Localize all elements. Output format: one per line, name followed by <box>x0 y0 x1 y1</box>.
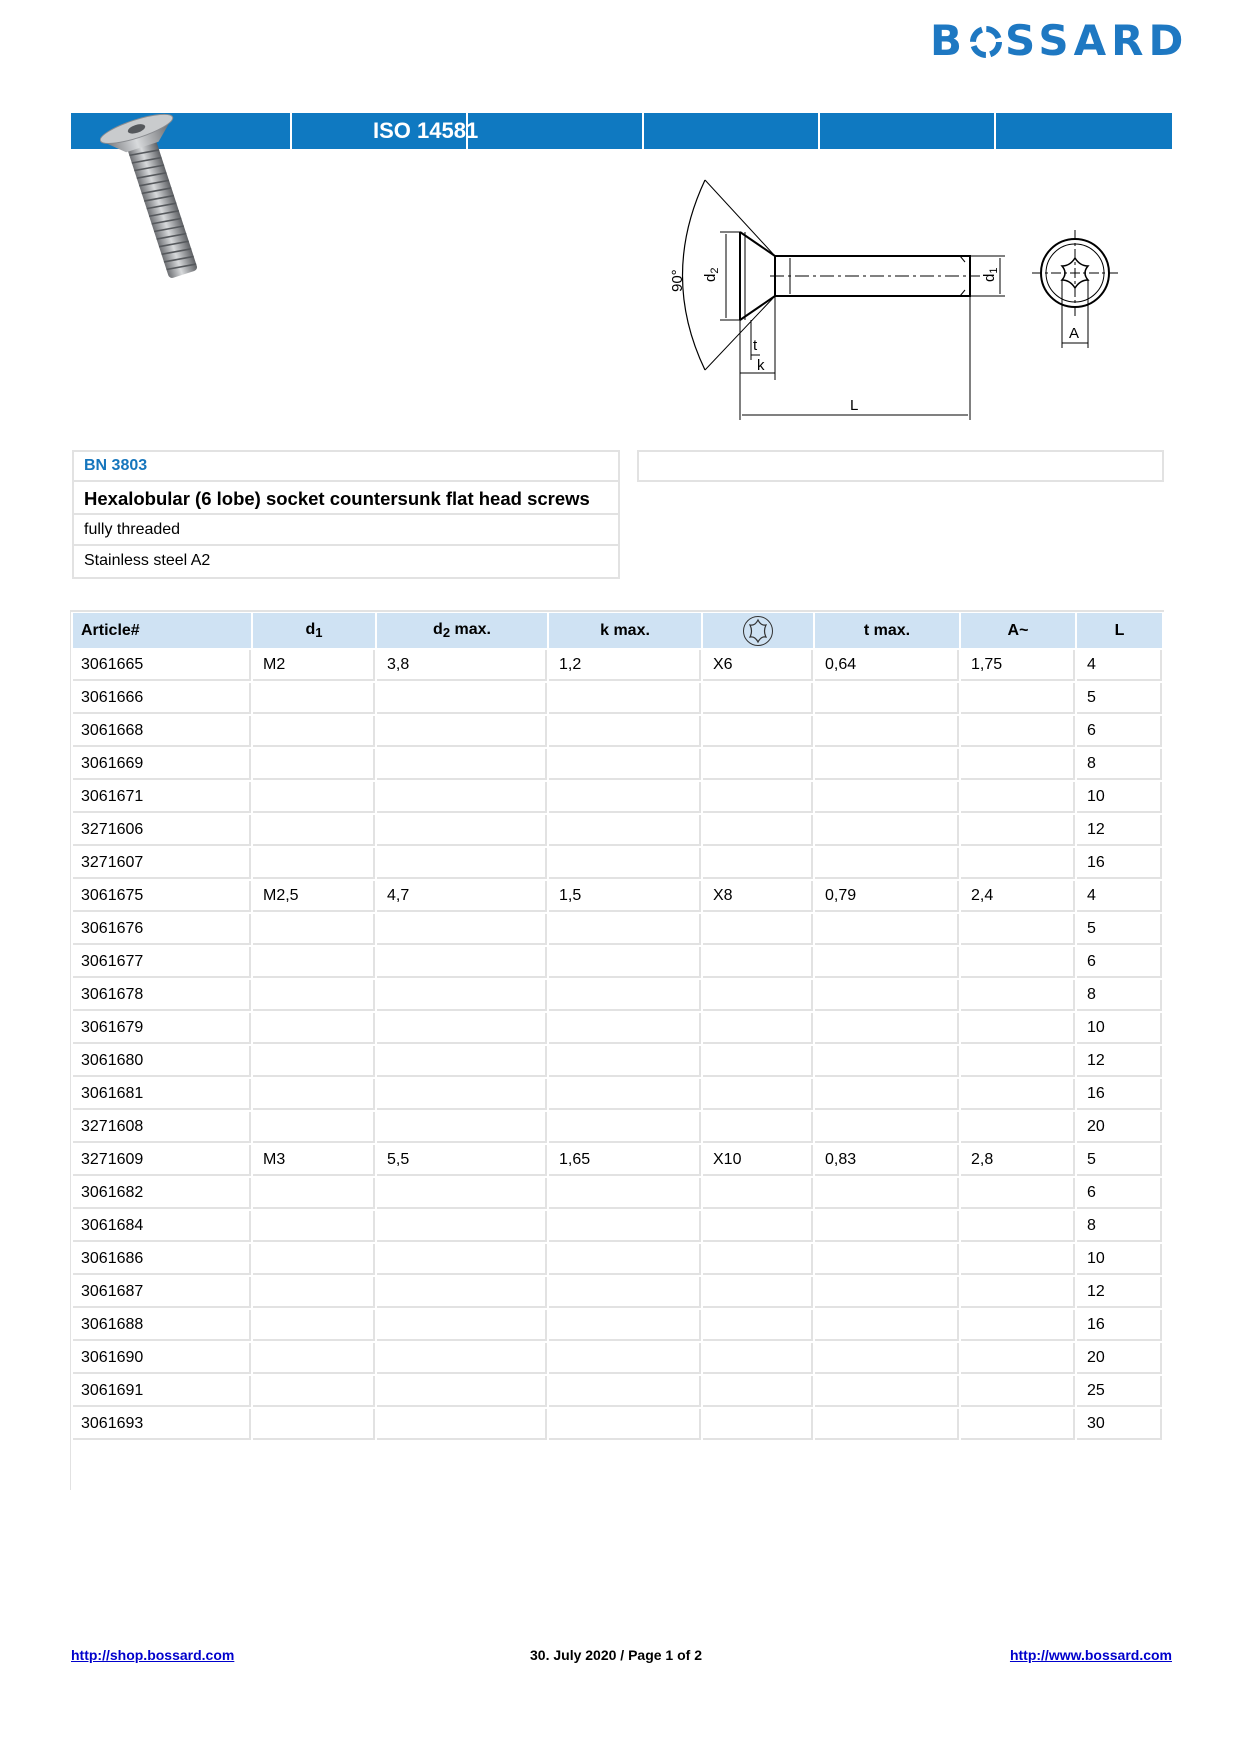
cell-article: 3061686 <box>73 1244 251 1275</box>
cell-drive <box>703 749 813 780</box>
table-row <box>73 914 1162 945</box>
cell-d1 <box>253 1079 375 1110</box>
cell-t <box>815 716 959 747</box>
cell-article: 3061675 <box>73 881 251 912</box>
cell-a <box>961 947 1075 978</box>
col-t: t max. <box>815 613 959 648</box>
cell-a <box>961 848 1075 879</box>
cell-k <box>549 848 701 879</box>
screw-photo <box>100 108 220 288</box>
article-table-wrap <box>71 611 1164 1442</box>
col-a: A~ <box>961 613 1075 648</box>
cell-a <box>961 782 1075 813</box>
cell-a <box>961 716 1075 747</box>
cell-l: 12 <box>1077 1277 1162 1308</box>
cell-l: 5 <box>1077 683 1162 714</box>
cell-d1 <box>253 1277 375 1308</box>
table-row <box>73 1376 1162 1407</box>
cell-k <box>549 980 701 1011</box>
col-l: L <box>1077 613 1162 648</box>
bossard-logo <box>930 16 1189 65</box>
cell-l: 8 <box>1077 980 1162 1011</box>
cell-l: 16 <box>1077 1310 1162 1341</box>
article-table <box>71 611 1164 1442</box>
cell-drive <box>703 1112 813 1143</box>
cell-k <box>549 1244 701 1275</box>
cell-article: 3061693 <box>73 1409 251 1440</box>
cell-k: 1,65 <box>549 1145 701 1176</box>
cell-d2 <box>377 1343 547 1374</box>
footer-right <box>1010 1647 1172 1663</box>
cell-d1 <box>253 782 375 813</box>
cell-d2 <box>377 749 547 780</box>
cell-l: 10 <box>1077 782 1162 813</box>
cell-t <box>815 1112 959 1143</box>
table-row <box>73 815 1162 846</box>
cell-d2 <box>377 716 547 747</box>
cell-l: 20 <box>1077 1112 1162 1143</box>
cell-k <box>549 782 701 813</box>
cell-a <box>961 1343 1075 1374</box>
cell-article: 3061678 <box>73 980 251 1011</box>
table-row <box>73 782 1162 813</box>
cell-drive <box>703 1409 813 1440</box>
cell-l: 20 <box>1077 1343 1162 1374</box>
cell-drive <box>703 716 813 747</box>
cell-t <box>815 914 959 945</box>
bar-separator <box>642 113 644 149</box>
cell-article: 3061687 <box>73 1277 251 1308</box>
cell-a <box>961 1277 1075 1308</box>
cell-d2 <box>377 1046 547 1077</box>
cell-k: 1,5 <box>549 881 701 912</box>
cell-d2 <box>377 1277 547 1308</box>
cell-drive <box>703 1310 813 1341</box>
technical-drawing <box>660 170 1160 425</box>
cell-d1 <box>253 947 375 978</box>
cell-d2 <box>377 947 547 978</box>
cell-k <box>549 716 701 747</box>
cell-article: 3061684 <box>73 1211 251 1242</box>
cell-l: 6 <box>1077 716 1162 747</box>
header-bar <box>71 113 1172 149</box>
cell-a <box>961 683 1075 714</box>
col-d2: $d_2$ max. <box>377 613 547 648</box>
cell-article: 3061671 <box>73 782 251 813</box>
cell-drive <box>703 947 813 978</box>
cell-article: 3271609 <box>73 1145 251 1176</box>
bar-separator <box>818 113 820 149</box>
cell-d1 <box>253 980 375 1011</box>
cell-t <box>815 683 959 714</box>
cell-drive <box>703 1343 813 1374</box>
cell-d1 <box>253 914 375 945</box>
table-row <box>73 881 1162 912</box>
col-k: k max. <box>549 613 701 648</box>
table-row <box>73 1046 1162 1077</box>
cell-d2 <box>377 683 547 714</box>
cell-d2 <box>377 1310 547 1341</box>
table-row <box>73 749 1162 780</box>
cell-article: 3061688 <box>73 1310 251 1341</box>
cell-t <box>815 782 959 813</box>
d1-label: $d_1$ <box>981 267 1000 282</box>
cell-t <box>815 1211 959 1242</box>
cell-k <box>549 1112 701 1143</box>
cell-a <box>961 1244 1075 1275</box>
cell-drive <box>703 1277 813 1308</box>
standard-title: ISO 14581 <box>373 118 479 143</box>
cell-t: 0,83 <box>815 1145 959 1176</box>
t-label: t <box>753 337 758 354</box>
cell-l: 5 <box>1077 914 1162 945</box>
cell-l: 4 <box>1077 881 1162 912</box>
cell-d2 <box>377 1079 547 1110</box>
cell-k <box>549 749 701 780</box>
cell-l: 8 <box>1077 749 1162 780</box>
table-row <box>73 1343 1162 1374</box>
k-label: k <box>757 357 765 374</box>
cell-a <box>961 815 1075 846</box>
table-row <box>73 1409 1162 1440</box>
cell-t <box>815 1409 959 1440</box>
table-row <box>73 980 1162 1011</box>
cell-d2: 5,5 <box>377 1145 547 1176</box>
cell-d1: M2,5 <box>253 881 375 912</box>
cell-article: 3271606 <box>73 815 251 846</box>
cell-d1 <box>253 1112 375 1143</box>
product-title: Hexalobular (6 lobe) socket countersunk flat head screws <box>74 482 618 515</box>
table-row <box>73 650 1162 681</box>
cell-d1 <box>253 716 375 747</box>
cell-t <box>815 980 959 1011</box>
cell-l: 16 <box>1077 848 1162 879</box>
cell-drive <box>703 1178 813 1209</box>
cell-t <box>815 1310 959 1341</box>
product-code: BN 3803 <box>74 452 618 482</box>
empty-info-box <box>637 450 1164 482</box>
cell-k <box>549 1211 701 1242</box>
logo-letters-ssard: SSARD <box>1005 16 1189 65</box>
cell-l: 30 <box>1077 1409 1162 1440</box>
cell-d2 <box>377 782 547 813</box>
cell-d1 <box>253 1046 375 1077</box>
cell-k <box>549 1178 701 1209</box>
length-label: L <box>850 397 859 414</box>
cell-drive <box>703 683 813 714</box>
product-material: Stainless steel A2 <box>84 552 211 569</box>
cell-t <box>815 1343 959 1374</box>
cell-article: 3061690 <box>73 1343 251 1374</box>
cell-article: 3061681 <box>73 1079 251 1110</box>
cell-a <box>961 1310 1075 1341</box>
cell-d1 <box>253 815 375 846</box>
col-article: Article# <box>73 613 251 648</box>
cell-article: 3061665 <box>73 650 251 681</box>
table-row <box>73 1013 1162 1044</box>
cell-k <box>549 683 701 714</box>
cell-l: 12 <box>1077 815 1162 846</box>
table-row <box>73 1079 1162 1110</box>
hexalobular-drive-icon <box>742 615 774 647</box>
cell-drive <box>703 782 813 813</box>
table-header-row <box>73 613 1162 648</box>
cell-d2 <box>377 980 547 1011</box>
cell-k <box>549 1376 701 1407</box>
cell-k: 1,2 <box>549 650 701 681</box>
cell-t <box>815 1046 959 1077</box>
cell-d1 <box>253 1211 375 1242</box>
table-row <box>73 1145 1162 1176</box>
cell-drive <box>703 1244 813 1275</box>
cell-a <box>961 914 1075 945</box>
table-row <box>73 1244 1162 1275</box>
cell-k <box>549 1409 701 1440</box>
cell-d1 <box>253 1409 375 1440</box>
cell-a <box>961 1409 1075 1440</box>
cell-drive: X10 <box>703 1145 813 1176</box>
cell-l: 5 <box>1077 1145 1162 1176</box>
cell-l: 25 <box>1077 1376 1162 1407</box>
cell-k <box>549 1046 701 1077</box>
col-drive <box>703 613 813 648</box>
shop-link[interactable]: http://shop.bossard.com <box>71 1647 235 1663</box>
footer-page-info: 30. July 2020 / Page 1 of 2 <box>530 1647 702 1663</box>
cell-article: 3061677 <box>73 947 251 978</box>
cell-t <box>815 749 959 780</box>
cell-l: 4 <box>1077 650 1162 681</box>
cell-d1 <box>253 1343 375 1374</box>
table-row <box>73 1211 1162 1242</box>
cell-a <box>961 1046 1075 1077</box>
cell-t <box>815 1277 959 1308</box>
cell-drive <box>703 1376 813 1407</box>
cell-drive <box>703 1046 813 1077</box>
table-row <box>73 1178 1162 1209</box>
cell-a <box>961 1178 1075 1209</box>
cell-l: 10 <box>1077 1244 1162 1275</box>
cell-a: 1,75 <box>961 650 1075 681</box>
cell-a <box>961 1079 1075 1110</box>
footer-left <box>71 1647 234 1663</box>
cell-drive: X6 <box>703 650 813 681</box>
table-row <box>73 1277 1162 1308</box>
cell-t <box>815 1244 959 1275</box>
cell-drive <box>703 1013 813 1044</box>
cell-drive: X8 <box>703 881 813 912</box>
cell-d1: M3 <box>253 1145 375 1176</box>
cell-t <box>815 1013 959 1044</box>
cell-d2 <box>377 914 547 945</box>
cell-k <box>549 914 701 945</box>
cell-t <box>815 815 959 846</box>
cell-drive <box>703 848 813 879</box>
cell-d1 <box>253 749 375 780</box>
cell-l: 6 <box>1077 947 1162 978</box>
cell-d1 <box>253 1376 375 1407</box>
logo-letter-b: B <box>930 16 968 65</box>
table-row <box>73 947 1162 978</box>
cell-d2 <box>377 1244 547 1275</box>
angle-label: 90° <box>669 269 686 292</box>
cell-drive <box>703 1079 813 1110</box>
cell-a <box>961 1112 1075 1143</box>
cell-d1 <box>253 1310 375 1341</box>
cell-article: 3061691 <box>73 1376 251 1407</box>
cell-l: 16 <box>1077 1079 1162 1110</box>
cell-article: 3061666 <box>73 683 251 714</box>
cell-l: 10 <box>1077 1013 1162 1044</box>
cell-k <box>549 947 701 978</box>
cell-d1 <box>253 1013 375 1044</box>
bar-separator <box>994 113 996 149</box>
d2-label: $d_2$ <box>702 267 721 282</box>
cell-d2 <box>377 1376 547 1407</box>
cell-d2 <box>377 848 547 879</box>
cell-article: 3061668 <box>73 716 251 747</box>
cell-t <box>815 1178 959 1209</box>
cell-a <box>961 749 1075 780</box>
cell-l: 12 <box>1077 1046 1162 1077</box>
cell-a <box>961 1211 1075 1242</box>
logo-ring-icon <box>969 25 1003 59</box>
cell-k <box>549 1310 701 1341</box>
cell-t: 0,79 <box>815 881 959 912</box>
product-feature: fully threaded <box>74 515 618 546</box>
cell-t <box>815 1079 959 1110</box>
cell-article: 3271608 <box>73 1112 251 1143</box>
website-link[interactable]: http://www.bossard.com <box>1009 1647 1172 1663</box>
cell-d2: 4,7 <box>377 881 547 912</box>
cell-a <box>961 1376 1075 1407</box>
table-row <box>73 683 1162 714</box>
cell-a <box>961 980 1075 1011</box>
cell-drive <box>703 1211 813 1242</box>
cell-t <box>815 1376 959 1407</box>
cell-article: 3061680 <box>73 1046 251 1077</box>
cell-d1 <box>253 1178 375 1209</box>
cell-l: 8 <box>1077 1211 1162 1242</box>
cell-d2 <box>377 1178 547 1209</box>
cell-drive <box>703 914 813 945</box>
table-body <box>73 650 1162 1440</box>
cell-d2 <box>377 1013 547 1044</box>
cell-article: 3061669 <box>73 749 251 780</box>
cell-article: 3061676 <box>73 914 251 945</box>
cell-k <box>549 1343 701 1374</box>
cell-k <box>549 1013 701 1044</box>
cell-t <box>815 947 959 978</box>
cell-article: 3061682 <box>73 1178 251 1209</box>
a-label: A <box>1069 325 1080 342</box>
cell-drive <box>703 980 813 1011</box>
cell-a: 2,4 <box>961 881 1075 912</box>
cell-a <box>961 1013 1075 1044</box>
cell-drive <box>703 815 813 846</box>
cell-t <box>815 848 959 879</box>
cell-d2: 3,8 <box>377 650 547 681</box>
cell-d1 <box>253 848 375 879</box>
cell-a: 2,8 <box>961 1145 1075 1176</box>
product-info-box <box>72 450 620 579</box>
cell-d2 <box>377 1211 547 1242</box>
cell-article: 3271607 <box>73 848 251 879</box>
table-row <box>73 848 1162 879</box>
cell-k <box>549 1277 701 1308</box>
table-row <box>73 1112 1162 1143</box>
cell-d2 <box>377 1409 547 1440</box>
table-row <box>73 716 1162 747</box>
cell-l: 6 <box>1077 1178 1162 1209</box>
cell-d2 <box>377 815 547 846</box>
cell-d1 <box>253 1244 375 1275</box>
cell-d2 <box>377 1112 547 1143</box>
cell-d1: M2 <box>253 650 375 681</box>
table-row <box>73 1310 1162 1341</box>
cell-t: 0,64 <box>815 650 959 681</box>
cell-article: 3061679 <box>73 1013 251 1044</box>
bar-separator <box>290 113 292 149</box>
cell-d1 <box>253 683 375 714</box>
cell-k <box>549 1079 701 1110</box>
cell-k <box>549 815 701 846</box>
col-d1: $d_1$ <box>253 613 375 648</box>
